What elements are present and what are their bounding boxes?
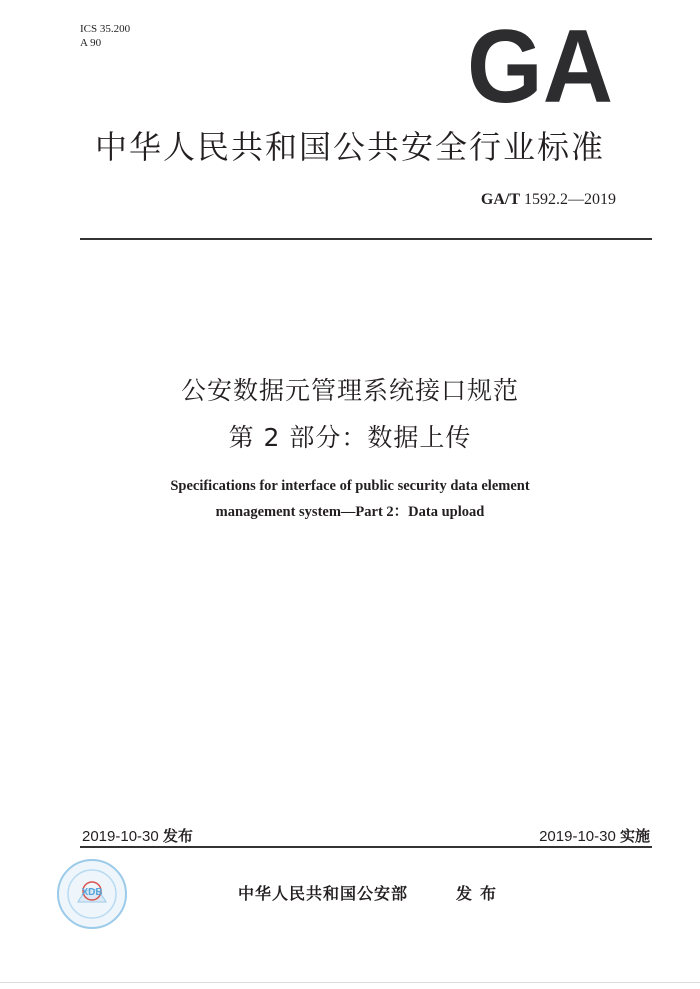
issue-date-label: 发布 [162, 827, 193, 845]
certification-seal-icon [56, 858, 128, 930]
issuing-action: 发布 [456, 884, 505, 903]
header-divider [80, 238, 652, 240]
ga-logo [466, 18, 614, 108]
classification-codes [80, 22, 130, 50]
implement-date-block [539, 825, 650, 846]
chinese-title-line-1: 公安数据元管理系统接口规范 [180, 376, 519, 405]
ccs-code: A 90 [80, 37, 102, 49]
organization-title: 中华人民共和国公共安全行业标准 [94, 128, 605, 166]
page-bottom-edge [0, 982, 700, 983]
english-title-line-2: management system—Part 2：Data upload [215, 504, 485, 520]
standard-number-value: 1592.2—2019 [524, 191, 616, 208]
issuing-authority: 中华人民共和国公安部 [238, 884, 409, 903]
implement-date-label: 实施 [619, 827, 650, 845]
issue-date-block [82, 825, 193, 846]
standard-number [481, 191, 616, 209]
chinese-title-line-2: 第 2 部分：数据上传 [228, 423, 472, 452]
ga-logo-text: GA [467, 18, 613, 108]
english-title-line-1: Specifications for interface of public security data element [170, 478, 530, 494]
footer-divider [80, 846, 652, 848]
standard-code: GA/T [480, 191, 520, 208]
implement-date: 2019-10-30 [539, 828, 616, 845]
seal-center-text: XDB [81, 887, 103, 898]
ics-code: ICS 35.200 [80, 23, 131, 35]
issue-date: 2019-10-30 [82, 828, 159, 845]
